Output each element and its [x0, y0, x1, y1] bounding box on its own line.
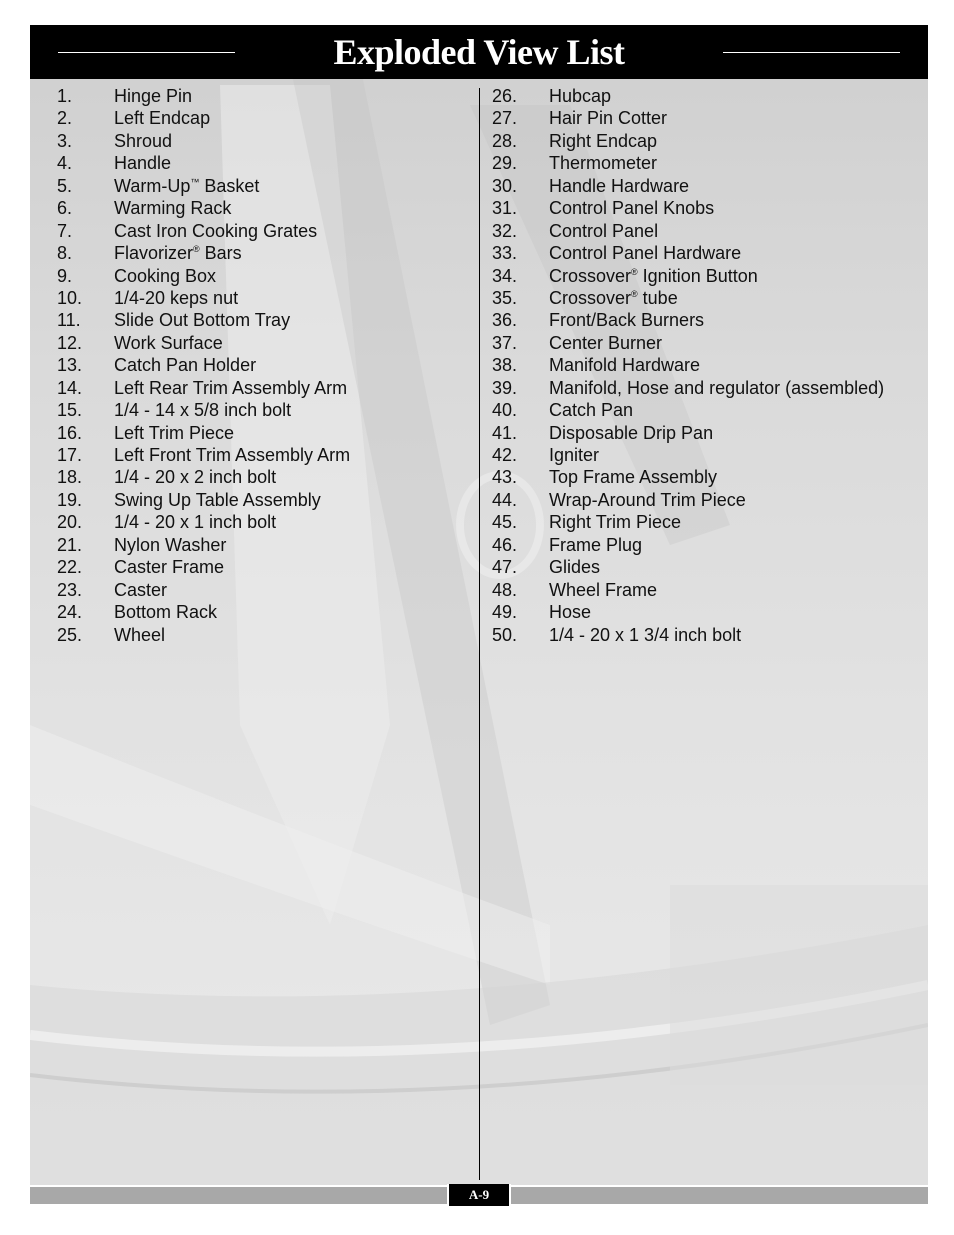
list-item	[492, 399, 884, 421]
part-name-text: Slide Out Bottom Tray	[114, 310, 291, 331]
parts-list-right	[492, 85, 884, 646]
list-item	[492, 466, 884, 488]
list-item	[57, 624, 350, 646]
part-name-text: Disposable Drip Pan	[549, 422, 714, 443]
part-number: 20.	[57, 512, 83, 533]
part-name	[114, 354, 256, 376]
part-name-text: Crossover	[549, 265, 632, 286]
list-item	[492, 287, 884, 309]
part-number: 6.	[57, 198, 73, 219]
part-name	[549, 265, 758, 287]
part-name-text: Catch Pan	[549, 400, 634, 421]
part-name	[114, 422, 234, 444]
part-name-text: Warm-Up	[114, 175, 191, 196]
part-name	[549, 422, 713, 444]
part-name-suffix: Ignition Button	[637, 265, 758, 286]
list-item	[492, 197, 884, 219]
list-item	[492, 444, 884, 466]
part-name-text: Nylon Washer	[114, 534, 227, 555]
part-number: 30.	[492, 175, 518, 196]
list-item	[57, 534, 350, 556]
part-name-suffix: Bars	[199, 243, 242, 264]
part-name-text: Manifold, Hose and regulator (assembled)	[549, 377, 885, 398]
part-number: 21.	[57, 534, 83, 555]
part-number: 39.	[492, 377, 518, 398]
part-number: 2.	[57, 108, 73, 129]
part-number: 34.	[492, 265, 518, 286]
part-name-text: Left Trim Piece	[114, 422, 235, 443]
part-number: 8.	[57, 243, 73, 264]
part-name-text: 1/4 - 20 x 2 inch bolt	[114, 467, 277, 488]
part-number: 1.	[57, 86, 73, 106]
part-name	[549, 466, 717, 488]
part-name	[549, 534, 642, 556]
list-item	[492, 579, 884, 601]
list-item	[57, 354, 350, 376]
list-item	[492, 556, 884, 578]
list-item	[492, 601, 884, 623]
list-item	[57, 444, 350, 466]
list-item	[57, 511, 350, 533]
part-number: 33.	[492, 243, 518, 264]
part-name-text: Wheel Frame	[549, 579, 658, 600]
part-name	[114, 466, 276, 488]
part-name	[114, 130, 172, 152]
list-item	[57, 242, 350, 264]
list-item	[492, 534, 884, 556]
part-number: 3.	[57, 130, 73, 151]
part-name	[114, 220, 317, 242]
part-name	[549, 85, 611, 107]
part-number: 12.	[57, 332, 83, 353]
part-name	[114, 242, 242, 264]
part-number: 35.	[492, 287, 518, 308]
part-name	[114, 265, 216, 287]
part-number: 36.	[492, 310, 518, 331]
part-name	[114, 489, 321, 511]
list-item	[492, 130, 884, 152]
list-item	[57, 265, 350, 287]
part-name-text: Thermometer	[549, 153, 658, 174]
list-item	[492, 265, 884, 287]
part-name	[114, 556, 224, 578]
part-name	[114, 377, 347, 399]
parts-list-left	[57, 85, 350, 646]
part-name-text: 1/4 - 20 x 1 inch bolt	[114, 512, 277, 533]
list-item	[492, 624, 884, 646]
part-name	[549, 242, 741, 264]
part-name	[549, 287, 678, 309]
part-number: 14.	[57, 377, 83, 398]
part-name	[114, 601, 217, 623]
part-name	[549, 354, 700, 376]
part-name-suffix: Basket	[199, 175, 260, 196]
part-name	[549, 332, 662, 354]
part-name-text: Bottom Rack	[114, 602, 218, 623]
page-title: Exploded View List	[333, 32, 625, 72]
part-name-text: Control Panel Knobs	[549, 198, 715, 219]
part-number: 42.	[492, 445, 518, 465]
list-item	[57, 175, 350, 197]
part-name	[549, 377, 884, 399]
part-number: 17.	[57, 445, 83, 465]
part-name-text: Frame Plug	[549, 534, 643, 555]
list-item	[57, 556, 350, 578]
part-number: 41.	[492, 422, 518, 443]
part-name	[549, 556, 600, 578]
part-number: 23.	[57, 579, 83, 600]
part-name-text: Glides	[549, 557, 601, 578]
part-number: 40.	[492, 400, 518, 421]
part-name-text: Handle Hardware	[549, 175, 690, 196]
header-bar	[30, 25, 928, 79]
list-item	[492, 377, 884, 399]
list-item	[57, 220, 350, 242]
part-number: 32.	[492, 220, 518, 241]
part-number: 46.	[492, 534, 518, 555]
part-number: 27.	[492, 108, 518, 129]
part-name-text: Catch Pan Holder	[114, 355, 257, 376]
part-name-text: Cooking Box	[114, 265, 217, 286]
part-name	[549, 601, 591, 623]
part-name-text: Right Trim Piece	[549, 512, 682, 533]
part-name	[549, 175, 689, 197]
trademark-mark: ™	[190, 176, 200, 187]
part-number: 25.	[57, 624, 83, 645]
part-name	[549, 399, 633, 421]
part-name-text: Left Endcap	[114, 108, 211, 129]
part-name-text: Swing Up Table Assembly	[114, 489, 321, 510]
part-name	[114, 579, 167, 601]
part-name-text: 1/4 - 14 x 5/8 inch bolt	[114, 400, 292, 421]
part-number: 26.	[492, 86, 518, 106]
column-divider	[479, 88, 480, 1180]
list-item	[57, 107, 350, 129]
part-number: 13.	[57, 355, 83, 376]
part-name-text: Control Panel Hardware	[549, 243, 742, 264]
part-name-text: Caster Frame	[114, 557, 225, 578]
part-name-text: Right Endcap	[549, 130, 658, 151]
list-item	[57, 332, 350, 354]
part-name	[114, 624, 165, 646]
part-name-text: Shroud	[114, 130, 173, 151]
part-name	[114, 197, 231, 219]
list-item	[57, 399, 350, 421]
part-name	[114, 175, 259, 197]
list-item	[57, 309, 350, 331]
part-name	[114, 107, 210, 129]
part-name-text: Center Burner	[549, 332, 663, 353]
part-number: 9.	[57, 265, 73, 286]
part-name	[114, 152, 171, 174]
part-number: 24.	[57, 602, 83, 623]
part-number: 11.	[57, 310, 81, 331]
list-item	[57, 579, 350, 601]
part-name-text: Handle	[114, 153, 172, 174]
part-name-suffix: tube	[637, 287, 678, 308]
part-name-text: Hair Pin Cotter	[549, 108, 668, 129]
trademark-mark: ®	[631, 266, 638, 277]
part-name	[549, 197, 714, 219]
list-item	[57, 601, 350, 623]
part-name-text: Hubcap	[549, 86, 612, 106]
part-number: 38.	[492, 355, 518, 376]
part-number: 49.	[492, 602, 518, 623]
part-name-text: Igniter	[549, 445, 600, 465]
list-item	[57, 130, 350, 152]
header-rule-right	[723, 52, 900, 53]
part-name-text: Hinge Pin	[114, 86, 193, 106]
part-name-text: Control Panel	[549, 220, 659, 241]
part-number: 47.	[492, 557, 518, 578]
list-item	[492, 175, 884, 197]
part-name-text: Hose	[549, 602, 592, 623]
part-name	[549, 309, 704, 331]
list-item	[492, 85, 884, 107]
list-item	[57, 85, 350, 107]
part-name-text: 1/4-20 keps nut	[114, 287, 239, 308]
list-item	[492, 422, 884, 444]
list-item	[57, 287, 350, 309]
part-name	[549, 511, 681, 533]
part-number: 22.	[57, 557, 83, 578]
part-name	[114, 309, 290, 331]
part-number: 45.	[492, 512, 518, 533]
part-name	[114, 85, 192, 107]
part-name-text: Top Frame Assembly	[549, 467, 718, 488]
part-name	[549, 107, 667, 129]
part-number: 7.	[57, 220, 73, 241]
list-item	[492, 489, 884, 511]
part-number: 18.	[57, 467, 83, 488]
page-number: A-9	[447, 1184, 511, 1206]
list-item	[492, 242, 884, 264]
part-number: 50.	[492, 624, 518, 645]
part-name-text: Flavorizer	[114, 243, 194, 264]
list-item	[492, 511, 884, 533]
part-number: 31.	[492, 198, 518, 219]
part-number: 10.	[57, 287, 83, 308]
part-name	[549, 624, 741, 646]
part-name	[549, 444, 599, 466]
list-item	[57, 489, 350, 511]
part-number: 43.	[492, 467, 518, 488]
part-number: 37.	[492, 332, 518, 353]
part-name	[114, 444, 350, 466]
part-name-text: Manifold Hardware	[549, 355, 701, 376]
list-item	[57, 197, 350, 219]
part-name	[549, 579, 657, 601]
list-item	[492, 220, 884, 242]
part-name-text: Cast Iron Cooking Grates	[114, 220, 318, 241]
list-item	[57, 377, 350, 399]
list-item	[492, 309, 884, 331]
list-item	[492, 107, 884, 129]
list-item	[57, 422, 350, 444]
part-name-text: Wrap-Around Trim Piece	[549, 489, 746, 510]
part-number: 19.	[57, 489, 83, 510]
list-item	[57, 152, 350, 174]
part-name	[549, 130, 657, 152]
part-name	[114, 399, 291, 421]
part-number: 48.	[492, 579, 518, 600]
list-item	[492, 354, 884, 376]
part-name	[114, 511, 276, 533]
part-name-text: Caster	[114, 579, 168, 600]
part-name-text: Front/Back Burners	[549, 310, 705, 331]
part-name	[549, 152, 657, 174]
part-number: 5.	[57, 175, 73, 196]
part-name-text: Left Rear Trim Assembly Arm	[114, 377, 348, 398]
list-item	[492, 332, 884, 354]
part-number: 16.	[57, 422, 83, 443]
part-name	[114, 332, 223, 354]
part-name-text: Wheel	[114, 624, 166, 645]
part-number: 15.	[57, 400, 83, 421]
part-name-text: 1/4 - 20 x 1 3/4 inch bolt	[549, 624, 742, 645]
list-item	[492, 152, 884, 174]
part-name	[549, 220, 658, 242]
part-number: 44.	[492, 489, 518, 510]
part-name-text: Crossover	[549, 287, 632, 308]
part-number: 28.	[492, 130, 518, 151]
part-name-text: Warming Rack	[114, 198, 232, 219]
trademark-mark: ®	[193, 244, 200, 255]
part-name	[114, 287, 238, 309]
part-name	[549, 489, 746, 511]
part-number: 29.	[492, 153, 518, 174]
part-name	[114, 534, 226, 556]
part-name-text: Work Surface	[114, 332, 223, 353]
part-number: 4.	[57, 153, 73, 174]
list-item	[57, 466, 350, 488]
trademark-mark: ®	[631, 288, 638, 299]
part-name-text: Left Front Trim Assembly Arm	[114, 445, 351, 465]
